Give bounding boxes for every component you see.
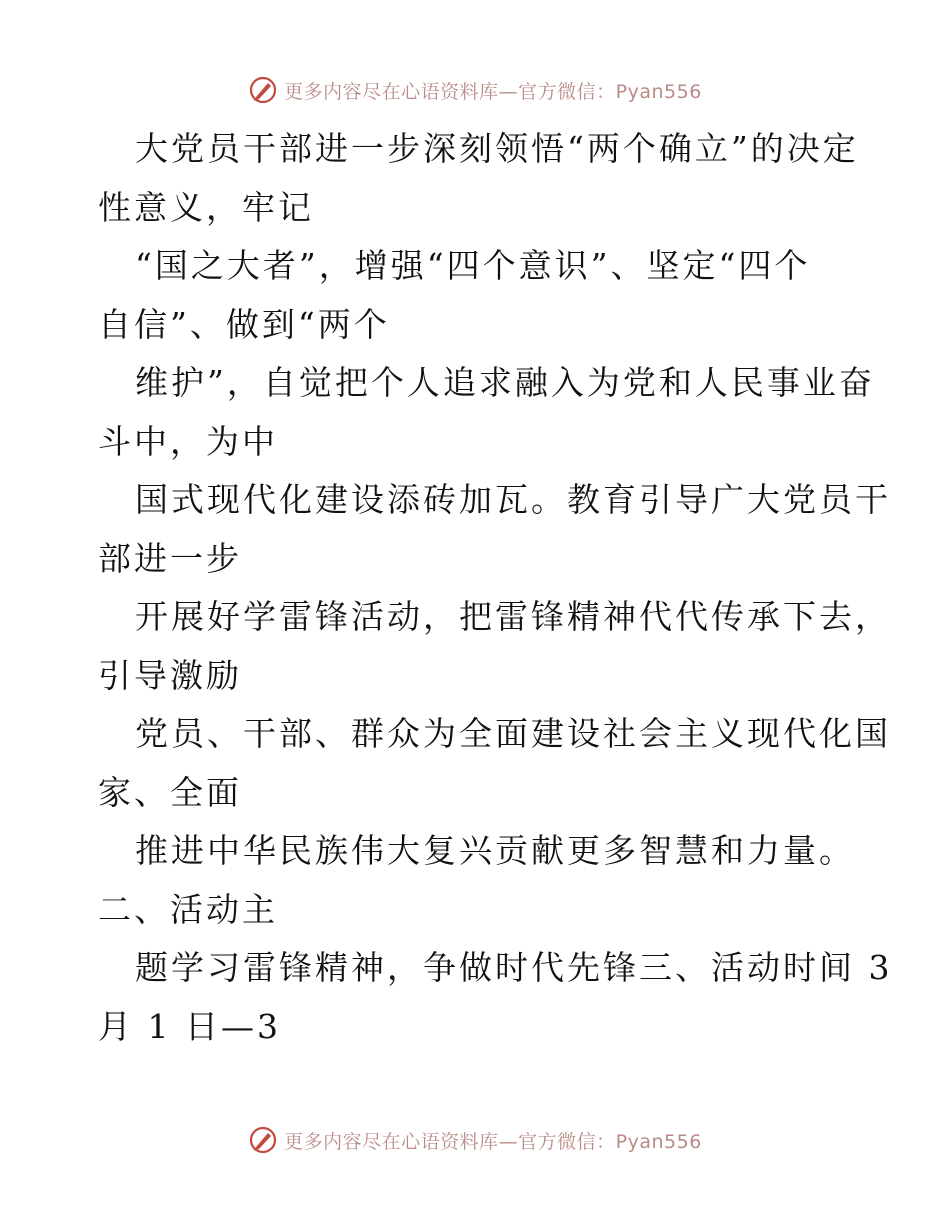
body-line: 国式现代化建设添砖加瓦。教育引导广大党员干	[135, 480, 891, 519]
pen-logo-icon	[248, 1125, 278, 1155]
body-line: 维护”，自觉把个人追求融入为党和人民事业奋	[135, 363, 875, 402]
body-line: 部进一步	[98, 538, 242, 578]
body-line: 党员、干部、群众为全面建设社会主义现代化国	[135, 714, 891, 753]
body-line: 引导激励	[98, 655, 242, 695]
body-line: 性意义，牢记	[98, 187, 314, 227]
header-watermark	[0, 70, 950, 110]
footer-watermark-text: 更多内容尽在心语资料库—官方微信：Pyan556	[284, 1130, 702, 1153]
footer-watermark	[0, 1120, 950, 1160]
body-line: 自信”、做到“两个	[98, 304, 390, 344]
document-body	[98, 120, 893, 1056]
header-watermark-text: 更多内容尽在心语资料库—官方微信：Pyan556	[284, 80, 702, 103]
body-line: 斗中，为中	[98, 421, 278, 461]
pen-logo-icon	[248, 75, 278, 105]
body-line: 推进中华民族伟大复兴贡献更多智慧和力量。	[135, 831, 855, 870]
body-line: 题学习雷锋精神，争做时代先锋三、活动时间 3	[135, 948, 893, 987]
body-line: 大党员干部进一步深刻领悟“两个确立”的决定	[135, 129, 859, 168]
body-line: 二、活动主	[98, 889, 278, 929]
body-line: “国之大者”，增强“四个意识”、坚定“四个	[135, 246, 811, 285]
body-line: 开展好学雷锋活动，把雷锋精神代代传承下去，	[135, 597, 891, 636]
body-line: 家、全面	[98, 772, 242, 812]
body-line: 月 1 日—3	[98, 1006, 281, 1046]
